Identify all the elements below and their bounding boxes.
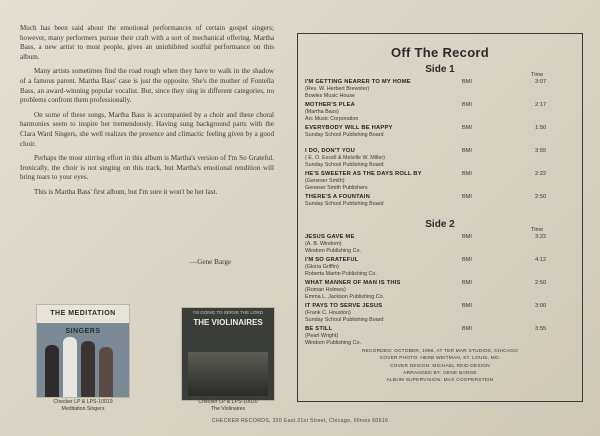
side-2-heading: Side 2 [425,219,455,230]
license-label: BMI [462,303,472,309]
track-title: MOTHER'S PLEA [305,102,356,108]
track-title: BE STILL [305,326,333,332]
track-row [305,125,575,139]
track-time: 3:00 [535,303,547,309]
singer-figure [63,337,77,397]
track-time: 3:07 [535,79,547,85]
track-title: THERE'S A FOUNTAIN [305,194,370,200]
track-row [305,280,575,300]
track-publisher: Sunday School Publishing Board [305,316,384,323]
license-label: BMI [462,79,472,85]
track-title: JESUS GAVE ME [305,234,355,240]
track-time: 2:17 [535,102,547,108]
album-caption-violinaires [178,399,278,412]
license-label: BMI [462,280,472,286]
side-1-heading: Side 1 [425,64,455,75]
track-time: 3:55 [535,148,547,154]
track-title: I DO, DON'T YOU [305,148,356,154]
time-column-header: Time [531,227,544,233]
track-publisher: Arc Music Corporation [305,115,359,122]
track-composer: (Martha Bass) [305,109,339,115]
credit-line: COVER PHOTO: HERB WEITMAN, ST. LOUIS, MO. [379,356,501,362]
track-row [305,326,575,346]
time-column-header: Time [531,72,544,78]
track-title: IT PAYS TO SERVE JESUS [305,303,383,309]
credit-line: ALBUM SUPERVISION: MAX COOPERSTEIN [386,378,494,384]
credit-line: COVER DESIGN: MICHAEL REID DESIGN [390,363,490,369]
track-title: WHAT MANNER OF MAN IS THIS [305,280,401,286]
track-title: I'M SO GRATEFUL [305,257,359,263]
track-time: 3:55 [535,326,547,332]
track-composer: Sunday School Publishing Board [305,201,384,207]
singer-figure [45,345,59,397]
license-label: BMI [462,234,472,240]
credit-line: ARRANGED BY: GENE BARGE [403,370,477,376]
track-time: 2:50 [535,280,547,286]
track-publisher: Geneser Smith Publishers [305,184,368,191]
label-address: CHECKER RECORDS, 320 East 21st Street, Chicago, Illinois 60616 [211,418,389,424]
notes-paragraph: This is Martha Bass' first album, but I'm sure it won't be her last. [34,187,218,196]
track-title: EVERYBODY WILL BE HAPPY [305,125,393,131]
credit-line: RECORDED: OCTOBER, 1966, AT TER MAR STUDIOS, CHICAGO [361,349,519,354]
notes-paragraph: On some of these songs, Martha Bass is accompanied by a choir and these choral harmonies seem to inspire her tremendously. Having sung background parts with the Clara Ward Singers, she well realizes the presence and climactic feeling given by a good choir. [20,110,274,148]
track-row [305,79,575,99]
album-thumbnail-subtitle: I'M GOING TO SERVE THE LORD [193,310,263,315]
track-composer: Sunday School Publishing Board [305,132,384,138]
notes-paragraph: Perhaps the most stirring effort in this album is Martha's version of I'm So Grateful. Ironically, the choir is not singing on this track, but Martha's emotional rendition will bring tears to your eyes. [20,154,274,182]
license-label: BMI [462,326,472,332]
license-label: BMI [462,257,472,263]
catalog-number: Checker LP & LPS-10020 [198,399,258,405]
track-composer: (Gloria Griffin) [305,264,339,270]
track-listing-box [297,33,583,402]
track-publisher: Sunday School Publishing Board [305,161,384,168]
singer-figure [99,347,113,397]
track-time: 2:50 [535,194,547,200]
notes-signoff: —Gene Barge [190,258,232,266]
track-row [305,194,575,208]
album-credits [298,348,582,384]
track-row [305,102,575,122]
track-row [305,148,575,168]
singer-figure [81,341,95,397]
track-title: HE'S SWEETER AS THE DAYS ROLL BY [305,171,422,177]
track-composer: (Frank C. Houston) [305,310,351,316]
track-composer: (Rev. W. Herbert Brewster) [305,86,370,92]
track-publisher: Emma L. Jackson Publishing Co. [305,293,385,300]
track-publisher: Bowles Music House [305,92,356,99]
license-label: BMI [462,148,472,154]
track-time: 2:22 [535,171,547,177]
license-label: BMI [462,194,472,200]
track-composer: (Geneser Smith) [305,178,345,184]
track-row [305,234,575,254]
track-composer: (Roman Holmes) [305,287,346,293]
album-thumbnail-title: THE VIOLINAIRES [193,318,263,327]
track-listing-title: Off The Record [390,45,490,60]
liner-notes [20,24,274,203]
track-title: I'M GETTING NEARER TO MY HOME [305,79,411,85]
track-row [305,171,575,191]
artist-name: The Violinaires [210,405,246,412]
album-thumbnail-meditation-singers [37,305,129,397]
notes-paragraph: Many artists sometimes find the road rough when they have to walk in the shadow of a famous parent. Martha Bass' case is just the opposite. She's the mother of Fontella Bass, an award-winning popular vocalist. But, since they sing in different categories, no problems confront them professionally. [20,67,274,105]
license-label: BMI [462,171,472,177]
license-label: BMI [462,125,472,131]
track-composer: (Pearl Wright) [305,333,339,339]
notes-paragraph: Much has been said about the emotional performances of certain gospel singers; however, many performers pursue their craft with a sort of mechanical offering. Martha Bass, a new artist to most people, gives an uninhibited soulful performance on this album. [20,24,274,61]
group-photo [188,352,268,396]
track-row [305,303,575,323]
album-caption-meditation [33,399,133,412]
track-composer: ( E. O. Excell & Melville W. Miller) [305,155,385,161]
track-time: 3:22 [535,234,547,240]
album-thumbnail-violinaires [182,308,274,400]
track-composer: (A. B. Windom) [305,241,342,247]
track-publisher: Windom Publishing Co. [305,247,362,254]
track-time: 1:50 [535,125,547,131]
catalog-number: Checker LP & LPS-10019 [53,399,113,405]
license-label: BMI [462,102,472,108]
artist-name: Meditation Singers [61,405,105,412]
track-row [305,257,575,277]
album-thumbnail-title: THE MEDITATION SINGERS [37,305,129,323]
track-publisher: Windom Publishing Co. [305,339,362,346]
track-publisher: Roberta Martin Publishing Co. [305,270,377,277]
track-time: 4:12 [535,257,547,263]
